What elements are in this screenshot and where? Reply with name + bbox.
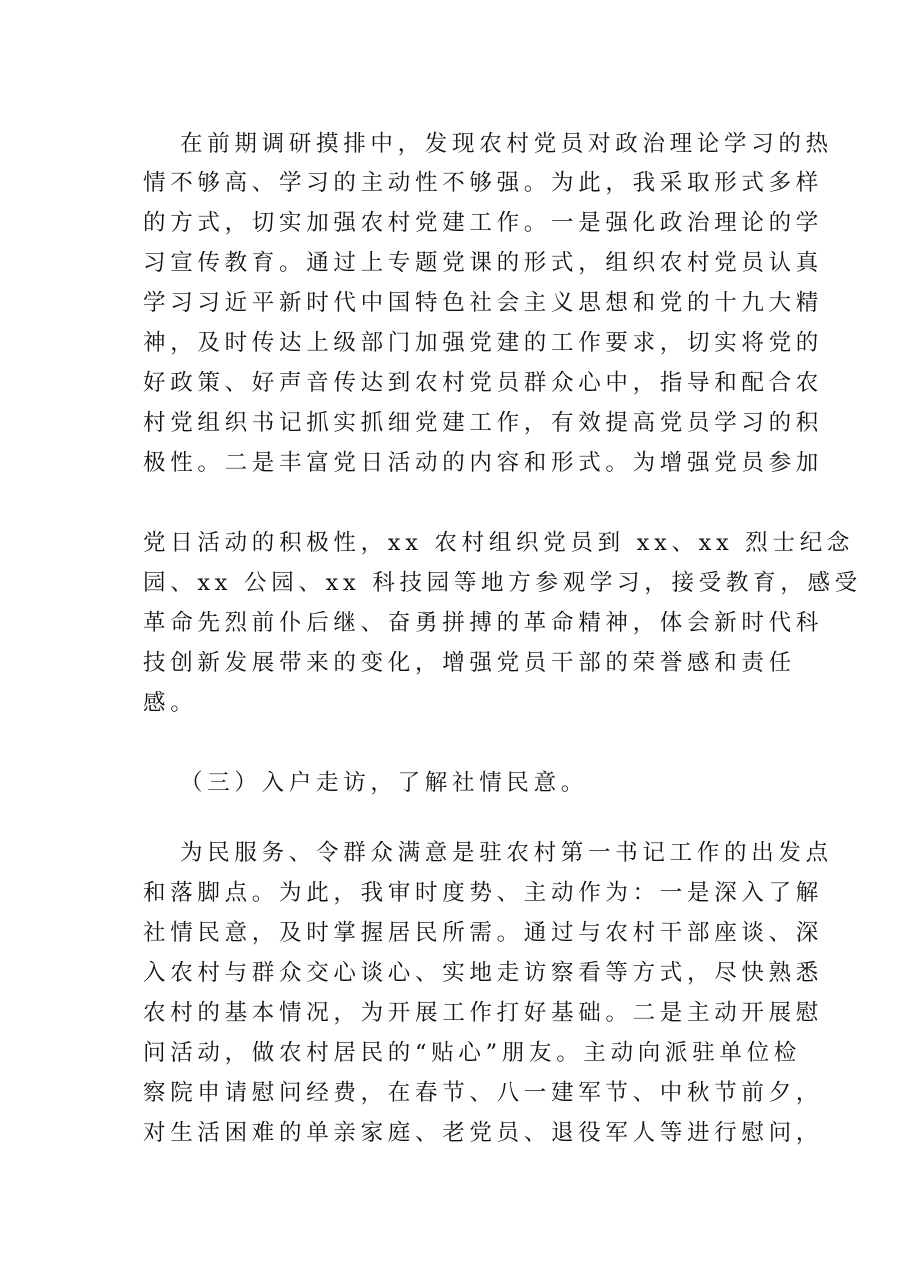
text-line: 革命先烈前仆后继、奋勇拼搏的革命精神，体会新时代科 xyxy=(143,610,824,636)
text-line: 在前期调研摸排中，发现农村党员对政治理论学习的热 xyxy=(180,131,833,157)
text-line: 情不够高、学习的主动性不够强。为此，我采取形式多样 xyxy=(143,170,824,196)
text-line: 感。 xyxy=(143,690,198,716)
text-line: 技创新发展带来的变化，增强党员干部的荣誉感和责任 xyxy=(143,650,796,676)
text-line: 好政策、好声音传达到农村党员群众心中，指导和配合农 xyxy=(143,370,824,396)
text-line: 对生活困难的单亲家庭、老党员、退役军人等进行慰问， xyxy=(143,1120,824,1146)
text-line: 察院申请慰问经费，在春节、八一建军节、中秋节前夕， xyxy=(143,1080,824,1106)
text-line: 村党组织书记抓实抓细党建工作，有效提高党员学习的积 xyxy=(143,410,824,436)
text-line: 极性。二是丰富党日活动的内容和形式。为增强党员参加 xyxy=(143,450,824,476)
text-line: 社情民意，及时掌握居民所需。通过与农村干部座谈、深 xyxy=(143,920,824,946)
text-line: 问活动，做农村居民的“贴心”朋友。主动向派驻单位检 xyxy=(143,1040,802,1066)
text-line: 和落脚点。为此，我审时度势、主动作为：一是深入了解 xyxy=(143,880,824,906)
text-line: 农村的基本情况，为开展工作打好基础。二是主动开展慰 xyxy=(143,1000,824,1026)
section-heading: （三）入户走访，了解社情民意。 xyxy=(180,770,589,796)
text-line: 入农村与群众交心谈心、实地走访察看等方式，尽快熟悉 xyxy=(143,960,824,986)
text-line: 的方式，切实加强农村党建工作。一是强化政治理论的学 xyxy=(143,210,824,236)
text-line: 园、xx 公园、xx 科技园等地方参观学习，接受教育，感受 xyxy=(143,570,862,596)
text-line: 神，及时传达上级部门加强党建的工作要求，切实将党的 xyxy=(143,330,824,356)
text-line: 为民服务、令群众满意是驻农村第一书记工作的出发点 xyxy=(180,840,833,866)
text-line: 习宣传教育。通过上专题党课的形式，组织农村党员认真 xyxy=(143,250,824,276)
text-line: 党日活动的积极性，xx 农村组织党员到 xx、xx 烈士纪念 xyxy=(143,530,855,556)
text-line: 学习习近平新时代中国特色社会主义思想和党的十九大精 xyxy=(143,290,824,316)
